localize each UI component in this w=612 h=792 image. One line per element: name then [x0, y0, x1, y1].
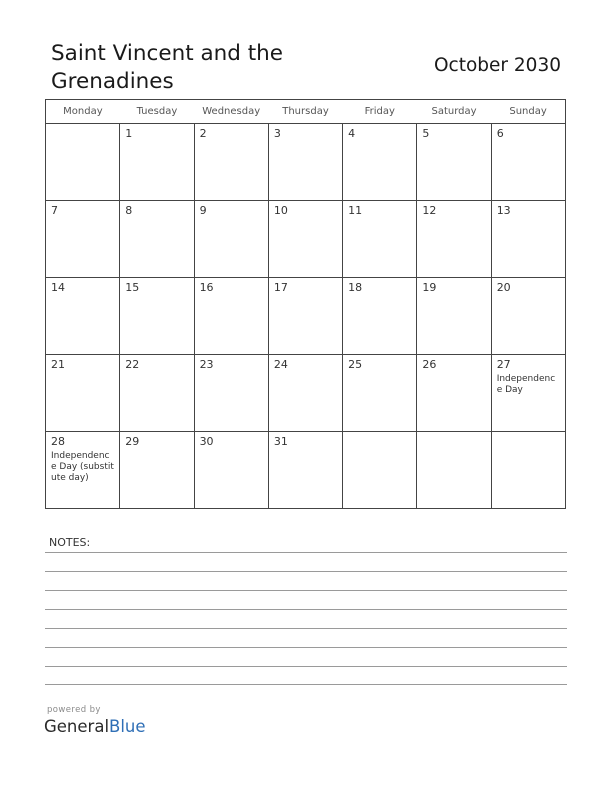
- day-number: 13: [496, 204, 511, 217]
- day-cell: [268, 201, 342, 278]
- day-cell: [491, 201, 565, 278]
- day-number: 2: [199, 127, 207, 140]
- day-number: 29: [125, 435, 140, 448]
- day-number: 6: [496, 127, 504, 140]
- day-cell: [343, 432, 417, 509]
- calendar-grid: [45, 99, 566, 509]
- day-number: 5: [422, 127, 430, 140]
- day-number: 15: [125, 281, 140, 294]
- day-cell: [46, 278, 120, 355]
- day-cell: [491, 278, 565, 355]
- day-number: 14: [51, 281, 65, 294]
- day-number: 8: [125, 204, 133, 217]
- day-cell: [343, 124, 417, 201]
- day-cell: [417, 201, 491, 278]
- notes-line: [45, 647, 567, 648]
- day-cell: [417, 278, 491, 355]
- day-cell: [343, 201, 417, 278]
- day-number: 21: [51, 358, 65, 371]
- day-number: 26: [422, 358, 437, 371]
- day-number: 20: [496, 281, 511, 294]
- day-cell: [491, 124, 565, 201]
- notes-line: [45, 590, 567, 591]
- day-cell: [194, 201, 268, 278]
- day-number: 7: [51, 204, 58, 217]
- day-number: 25: [348, 358, 363, 371]
- day-cell: [120, 124, 194, 201]
- day-number: 22: [125, 358, 140, 371]
- week-row: [46, 355, 566, 432]
- notes-line: [45, 666, 567, 667]
- day-number: 4: [348, 127, 356, 140]
- holiday-label: Independence Day (substitute day): [51, 451, 114, 483]
- day-number: 10: [273, 204, 288, 217]
- brand-general: General: [44, 717, 110, 736]
- country-name-line1: Saint Vincent and the: [51, 41, 284, 66]
- day-number: 16: [199, 281, 214, 294]
- day-number: 9: [199, 204, 207, 217]
- weekday-saturday: Saturday: [417, 100, 491, 124]
- day-cell: [417, 355, 491, 432]
- week-row: [46, 201, 566, 278]
- day-number: 19: [422, 281, 437, 294]
- day-number: 24: [273, 358, 288, 371]
- day-number: 23: [199, 358, 214, 371]
- day-cell: [46, 124, 120, 201]
- day-cell: [46, 355, 120, 432]
- day-cell: [46, 432, 120, 509]
- weekday-friday: Friday: [343, 100, 417, 124]
- generalblue-logo: [44, 717, 146, 736]
- week-row: [46, 278, 566, 355]
- notes-label: NOTES:: [49, 536, 91, 549]
- weekday-tuesday: Tuesday: [120, 100, 194, 124]
- day-cell: [268, 124, 342, 201]
- day-cell: [120, 278, 194, 355]
- day-number: 17: [273, 281, 288, 294]
- day-number: 28: [51, 435, 65, 448]
- notes-line: [45, 609, 567, 610]
- weekday-wednesday: Wednesday: [194, 100, 268, 124]
- calendar-title: [51, 40, 381, 96]
- day-cell: [268, 355, 342, 432]
- day-cell: [343, 355, 417, 432]
- month-year: October 2030: [434, 55, 561, 76]
- day-cell: [417, 124, 491, 201]
- notes-line: [45, 552, 567, 553]
- day-number: 30: [199, 435, 214, 448]
- holiday-label: Independence Day: [496, 374, 556, 395]
- day-number: 18: [348, 281, 363, 294]
- day-cell: [120, 201, 194, 278]
- day-cell: [491, 432, 565, 509]
- powered-by-text: powered by: [47, 705, 101, 715]
- notes-line: [45, 628, 567, 629]
- day-number: 31: [273, 435, 288, 448]
- weekday-header-row: [46, 100, 566, 124]
- weekday-monday: Monday: [46, 100, 120, 124]
- day-cell: [268, 278, 342, 355]
- day-cell: [194, 124, 268, 201]
- day-number: 12: [422, 204, 437, 217]
- day-cell: [194, 432, 268, 509]
- weekday-thursday: Thursday: [268, 100, 342, 124]
- day-number: 3: [273, 127, 281, 140]
- week-row: [46, 432, 566, 509]
- weekday-sunday: Sunday: [491, 100, 565, 124]
- brand-blue: Blue: [109, 717, 146, 736]
- day-number: 27: [496, 358, 511, 371]
- country-name-line2: Grenadines: [51, 69, 174, 94]
- day-cell: [343, 278, 417, 355]
- day-cell: [417, 432, 491, 509]
- day-cell: [46, 201, 120, 278]
- day-cell: [491, 355, 565, 432]
- day-cell: [194, 278, 268, 355]
- week-row: [46, 124, 566, 201]
- day-cell: [120, 432, 194, 509]
- day-cell: [120, 355, 194, 432]
- day-cell: [268, 432, 342, 509]
- notes-line: [45, 684, 567, 685]
- notes-line: [45, 571, 567, 572]
- day-number: 11: [348, 204, 363, 217]
- day-cell: [194, 355, 268, 432]
- day-number: 1: [125, 127, 133, 140]
